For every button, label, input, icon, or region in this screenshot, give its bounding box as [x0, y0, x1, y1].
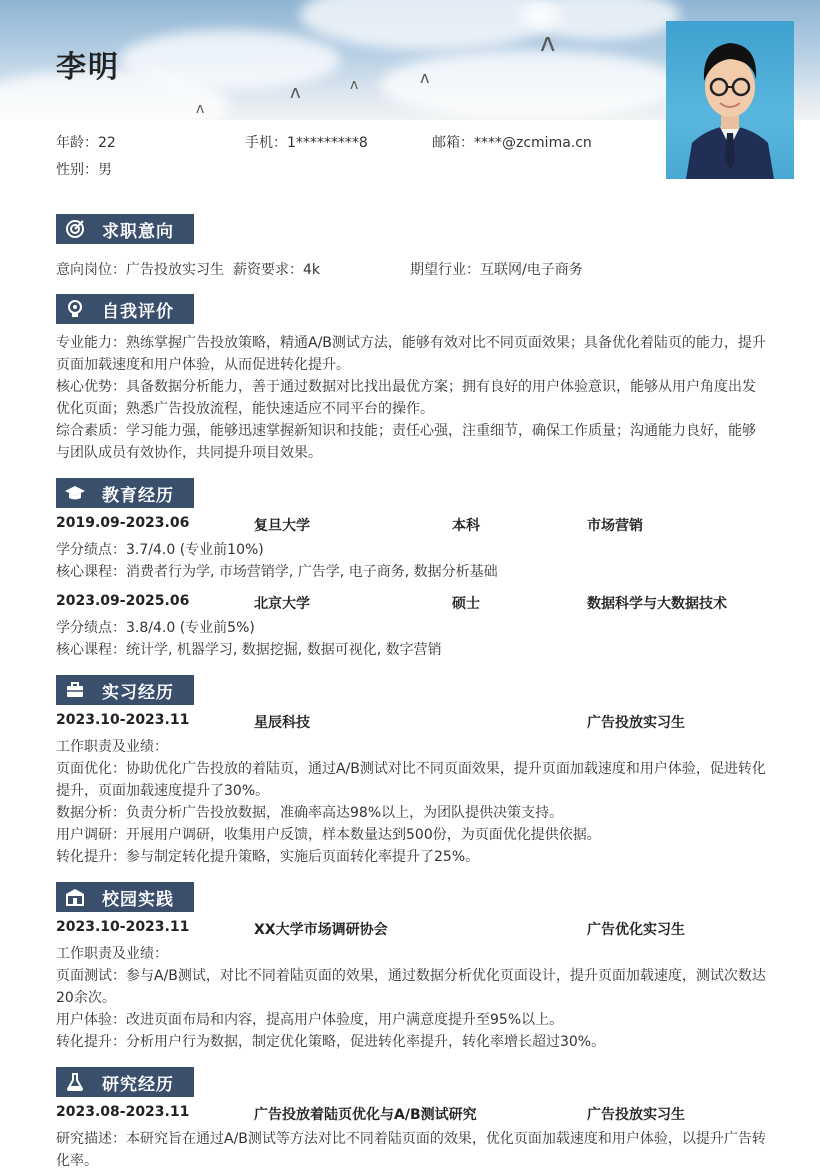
research-date: 2023.08-2023.11: [56, 1104, 190, 1120]
school-building-icon: [60, 882, 90, 912]
phone-info: 手机：1*********8: [245, 135, 368, 151]
internship-company: 星辰科技: [254, 715, 310, 731]
self-eval-line: 核心优势：具备数据分析能力，善于通过数据对比找出最优方案；拥有良好的用户体验意识，能够从用户角度出发优化页面；熟悉广告投放流程，能快速适应不同平台的操作。: [56, 379, 756, 417]
section-title: 求职意向: [102, 221, 174, 242]
age-info: 年龄：22: [56, 135, 116, 151]
intent-salary: 薪资要求：4k: [233, 262, 321, 278]
section-internship: [56, 675, 194, 705]
education-date: 2019.09-2023.06: [56, 515, 190, 531]
avatar-portrait: [666, 21, 794, 179]
campus-date: 2023.10-2023.11: [56, 919, 190, 935]
avatar: [666, 21, 794, 179]
section-title: 研究经历: [102, 1074, 174, 1095]
self-eval-line: 综合素质：学习能力强，能够迅速掌握新知识和技能；责任心强，注重细节，确保工作质量；沟通能力良好，能够与团队成员有效协作，共同提升项目效果。: [56, 423, 756, 461]
section-self-eval: [56, 294, 194, 324]
self-eval-line: 专业能力：熟练掌握广告投放策略，精通A/B测试方法，能够有效对比不同页面效果；具备优化着陆页的能力，提升页面加载速度和用户体验，从而促进转化提升。: [56, 335, 766, 373]
section-campus: [56, 882, 194, 912]
education-gpa: 学分绩点：3.8/4.0 (专业前5%): [56, 620, 255, 636]
bird-icon: ᴧ: [350, 77, 359, 93]
campus-line: 工作职责及业绩：: [56, 946, 168, 962]
graduation-cap-icon: [60, 478, 90, 508]
flask-icon: [60, 1067, 90, 1097]
section-research: [56, 1067, 194, 1097]
education-courses: 核心课程：消费者行为学, 市场营销学, 广告学, 电子商务, 数据分析基础: [56, 564, 498, 580]
internship-line: 数据分析：负责分析广告投放数据，准确率高达98%以上，为团队提供决策支持。: [56, 805, 564, 821]
section-education: [56, 478, 194, 508]
research-row: [56, 1104, 766, 1126]
research-project: 广告投放着陆页优化与A/B测试研究: [254, 1107, 477, 1123]
education-row: [56, 515, 766, 537]
section-title: 教育经历: [102, 485, 174, 506]
section-title: 校园实践: [102, 889, 174, 910]
bird-icon: ᴧ: [420, 68, 430, 87]
internship-role: 广告投放实习生: [587, 715, 685, 731]
internship-line: 转化提升：参与制定转化提升策略，实施后页面转化率提升了25%。: [56, 849, 480, 865]
education-degree: 本科: [452, 518, 480, 534]
intent-industry: 期望行业：互联网/电子商务: [410, 262, 583, 278]
education-row: [56, 593, 766, 615]
education-major: 数据科学与大数据技术: [587, 596, 727, 612]
target-icon: [60, 214, 90, 244]
bird-icon: ᴧ: [540, 28, 556, 58]
campus-role: 广告优化实习生: [587, 922, 685, 938]
bird-icon: ᴧ: [290, 82, 301, 103]
internship-line: 页面优化：协助优化广告投放的着陆页，通过A/B测试对比不同页面效果，提升页面加载速度和用户体验，促进转化提升，页面加载速度提升了30%。: [56, 761, 766, 799]
briefcase-icon: [60, 675, 90, 705]
education-gpa: 学分绩点：3.7/4.0 (专业前10%): [56, 542, 264, 558]
education-courses: 核心课程：统计学, 机器学习, 数据挖掘, 数据可视化, 数字营销: [56, 642, 442, 658]
campus-line: 用户体验：改进页面布局和内容，提高用户体验度，用户满意度提升至95%以上。: [56, 1012, 564, 1028]
research-desc: 研究描述：本研究旨在通过A/B测试等方法对比不同着陆页面的效果，优化页面加载速度和用户体验，以提升广告转化率。: [56, 1131, 766, 1169]
internship-line: 用户调研：开展用户调研，收集用户反馈，样本数量达到500份，为页面优化提供依据。: [56, 827, 601, 843]
education-major: 市场营销: [587, 518, 643, 534]
education-school: 复旦大学: [254, 518, 310, 534]
lightbulb-icon: [60, 294, 90, 324]
education-school: 北京大学: [254, 596, 310, 612]
campus-line: 页面测试：参与A/B测试，对比不同着陆页面的效果，通过数据分析优化页面设计，提升页面加载速度，测试次数达20余次。: [56, 968, 766, 1006]
section-title: 自我评价: [102, 301, 174, 322]
intent-position: 意向岗位：广告投放实习生: [56, 262, 224, 278]
bird-icon: ᴧ: [196, 101, 205, 117]
campus-row: [56, 919, 766, 941]
internship-date: 2023.10-2023.11: [56, 712, 190, 728]
education-degree: 硕士: [452, 596, 480, 612]
section-title: 实习经历: [102, 682, 174, 703]
section-job-intent: [56, 214, 194, 244]
research-role: 广告投放实习生: [587, 1107, 685, 1123]
education-date: 2023.09-2025.06: [56, 593, 190, 609]
candidate-name: 李明: [56, 50, 120, 85]
campus-line: 转化提升：分析用户行为数据，制定优化策略，促进转化率提升，转化率增长超过30%。: [56, 1034, 606, 1050]
campus-org: XX大学市场调研协会: [254, 922, 388, 938]
gender-info: 性别：男: [56, 162, 112, 178]
email-info: 邮箱：****@zcmima.cn: [432, 135, 592, 151]
internship-row: [56, 712, 766, 734]
internship-line: 工作职责及业绩：: [56, 739, 168, 755]
